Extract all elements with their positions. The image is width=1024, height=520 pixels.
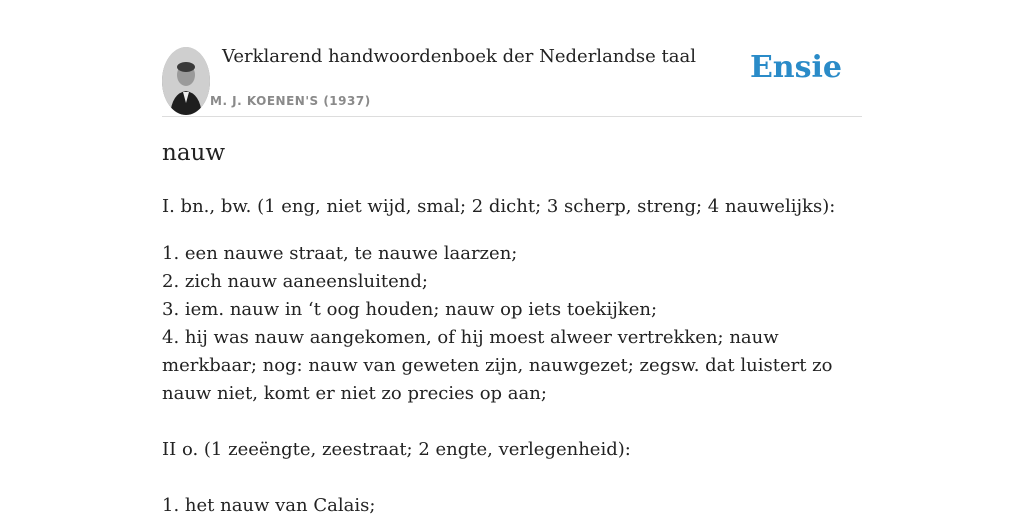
example-line: 1. het nauw van Calais; (162, 495, 376, 516)
entry-headword: nauw (162, 140, 226, 166)
book-author: M. J. KOENEN'S (1937) (210, 94, 371, 108)
author-portrait-icon (162, 47, 210, 115)
portrait-image (162, 47, 210, 115)
page (162, 0, 862, 516)
example-line: 2. zich nauw aaneensluitend; (162, 271, 428, 292)
header (162, 0, 862, 117)
example-line: 1. een nauwe straat, te nauwe laarzen; (162, 243, 518, 264)
example-line: 4. hij was nauw aangekomen, of hij moest alweer vertrekken; nauw merkbaar; nog: nauw van geweten zijn, nauwgezet; zegsw. dat luistert zo nauw niet, komt er niet zo precies op aan; (162, 327, 833, 404)
example-line: 3. iem. nauw in ‘t oog houden; nauw op iets toekijken; (162, 299, 658, 320)
definition-section-1: I. bn., bw. (1 eng, niet wijd, smal; 2 dicht; 3 scherp, streng; 4 nauwelijks): (162, 196, 836, 217)
book-title: Verklarend handwoordenboek der Nederlandse taal (222, 46, 696, 67)
definition-section-2: II o. (1 zeeëngte, zeestraat; 2 engte, verlegenheid): (162, 439, 631, 460)
entry-body (162, 193, 862, 520)
ensie-logo-link[interactable]: Ensie (749, 50, 842, 85)
